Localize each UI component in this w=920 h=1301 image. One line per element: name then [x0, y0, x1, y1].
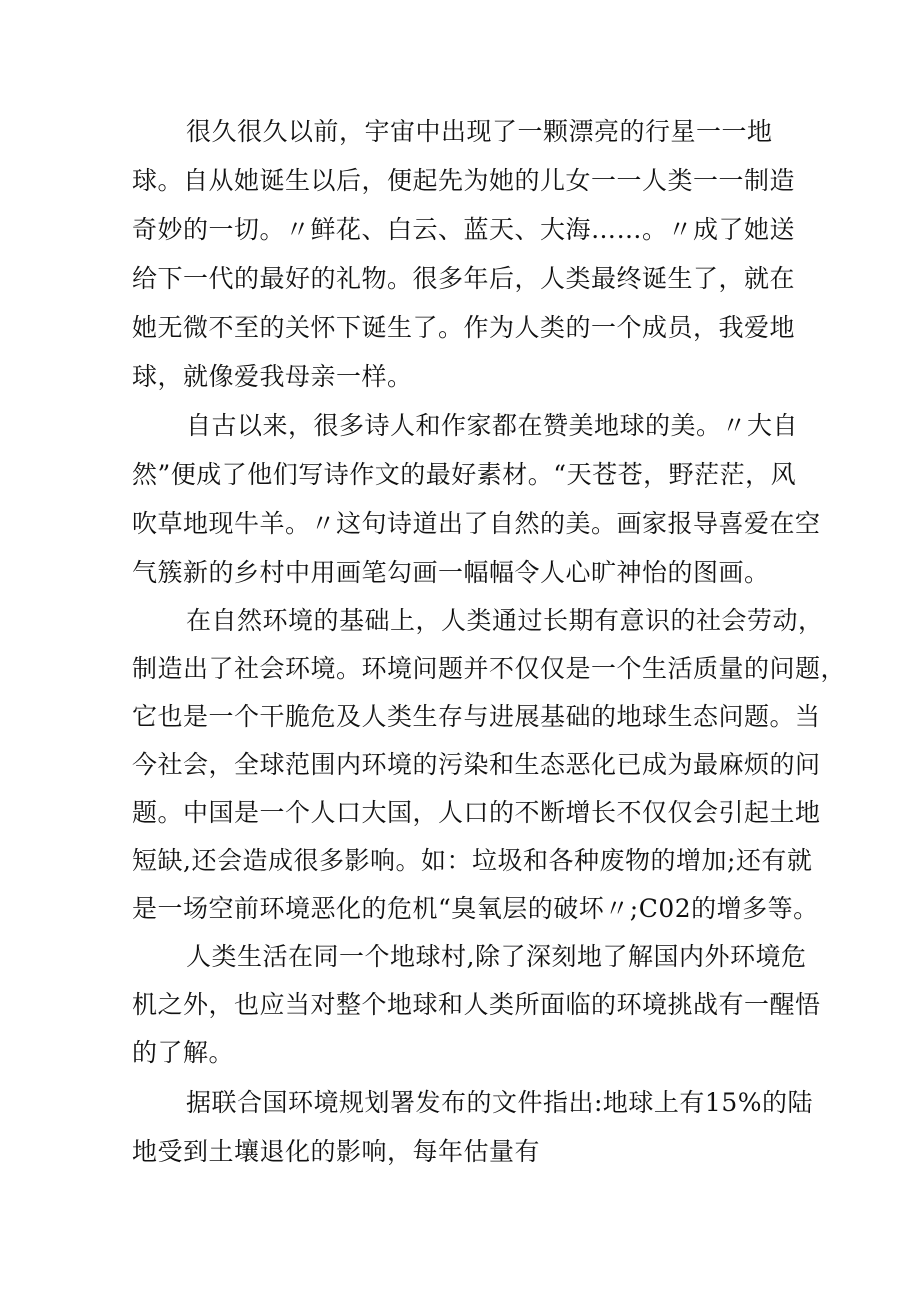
- paragraph-1-line-2: 球。自从她诞生以后，便起先为她的儿女一一人类一一制造: [132, 166, 796, 195]
- paragraph-2-line-4: 气簇新的乡村中用画笔勾画一幅幅令人心旷神怡的图画。: [132, 558, 770, 587]
- paragraph-4-line-1: 人类生活在同一个地球村,除了深刻地了解国内外环境危: [186, 942, 807, 971]
- paragraph-4-line-2: 机之外，也应当对整个地球和人类所面临的环境挑战有一醒悟: [132, 990, 821, 1019]
- paragraph-4-line-3: 的了解。: [132, 1038, 235, 1067]
- paragraph-3-line-1: 在自然环境的基础上，人类通过长期有意识的社会劳动，: [186, 606, 824, 635]
- paragraph-2-line-1: 自古以来，很多诗人和作家都在赞美地球的美。〃大自: [186, 411, 799, 440]
- paragraph-2-line-3: 吹草地现牛羊。〃这句诗道出了自然的美。画家报导喜爱在空: [132, 509, 821, 538]
- paragraph-5-line-2: 地受到土壤退化的影响，每年估量有: [132, 1137, 541, 1166]
- paragraph-2-line-2: 然”便成了他们写诗作文的最好素材。“天苍苍，野茫茫，风: [132, 460, 797, 489]
- paragraph-1-line-3: 奇妙的一切。〃鲜花、白云、蓝天、大海……。〃成了她送: [132, 215, 796, 244]
- paragraph-3-line-3: 它也是一个干脆危及人类生存与进展基础的地球生态问题。当: [132, 702, 821, 731]
- paragraph-3-line-7: 是一场空前环境恶化的危机“臭氧层的破坏〃;C02的增多等。: [132, 894, 819, 923]
- paragraph-1-line-4: 给下一代的最好的礼物。很多年后，人类最终诞生了，就在: [132, 264, 796, 293]
- paragraph-5-line-1: 据联合国环境规划署发布的文件指出:地球上有15%的陆: [186, 1088, 813, 1117]
- paragraph-3-line-4: 今社会，全球范围内环境的污染和生态恶化已成为最麻烦的问: [132, 750, 821, 779]
- paragraph-3-line-6: 短缺,还会造成很多影响。如：垃圾和各种废物的增加;还有就: [132, 846, 813, 875]
- paragraph-1-line-6: 球，就像爱我母亲一样。: [132, 362, 413, 391]
- paragraph-3-line-5: 题。中国是一个人口大国，人口的不断增长不仅仅会引起土地: [132, 798, 821, 827]
- paragraph-1-line-5: 她无微不至的关怀下诞生了。作为人类的一个成员，我爱地: [132, 313, 796, 342]
- paragraph-3-line-2: 制造出了社会环境。环境问题并不仅仅是一个生活质量的问题，: [132, 654, 847, 683]
- paragraph-1-line-1: 很久很久以前，宇宙中出现了一颗漂亮的行星一一地: [186, 117, 773, 146]
